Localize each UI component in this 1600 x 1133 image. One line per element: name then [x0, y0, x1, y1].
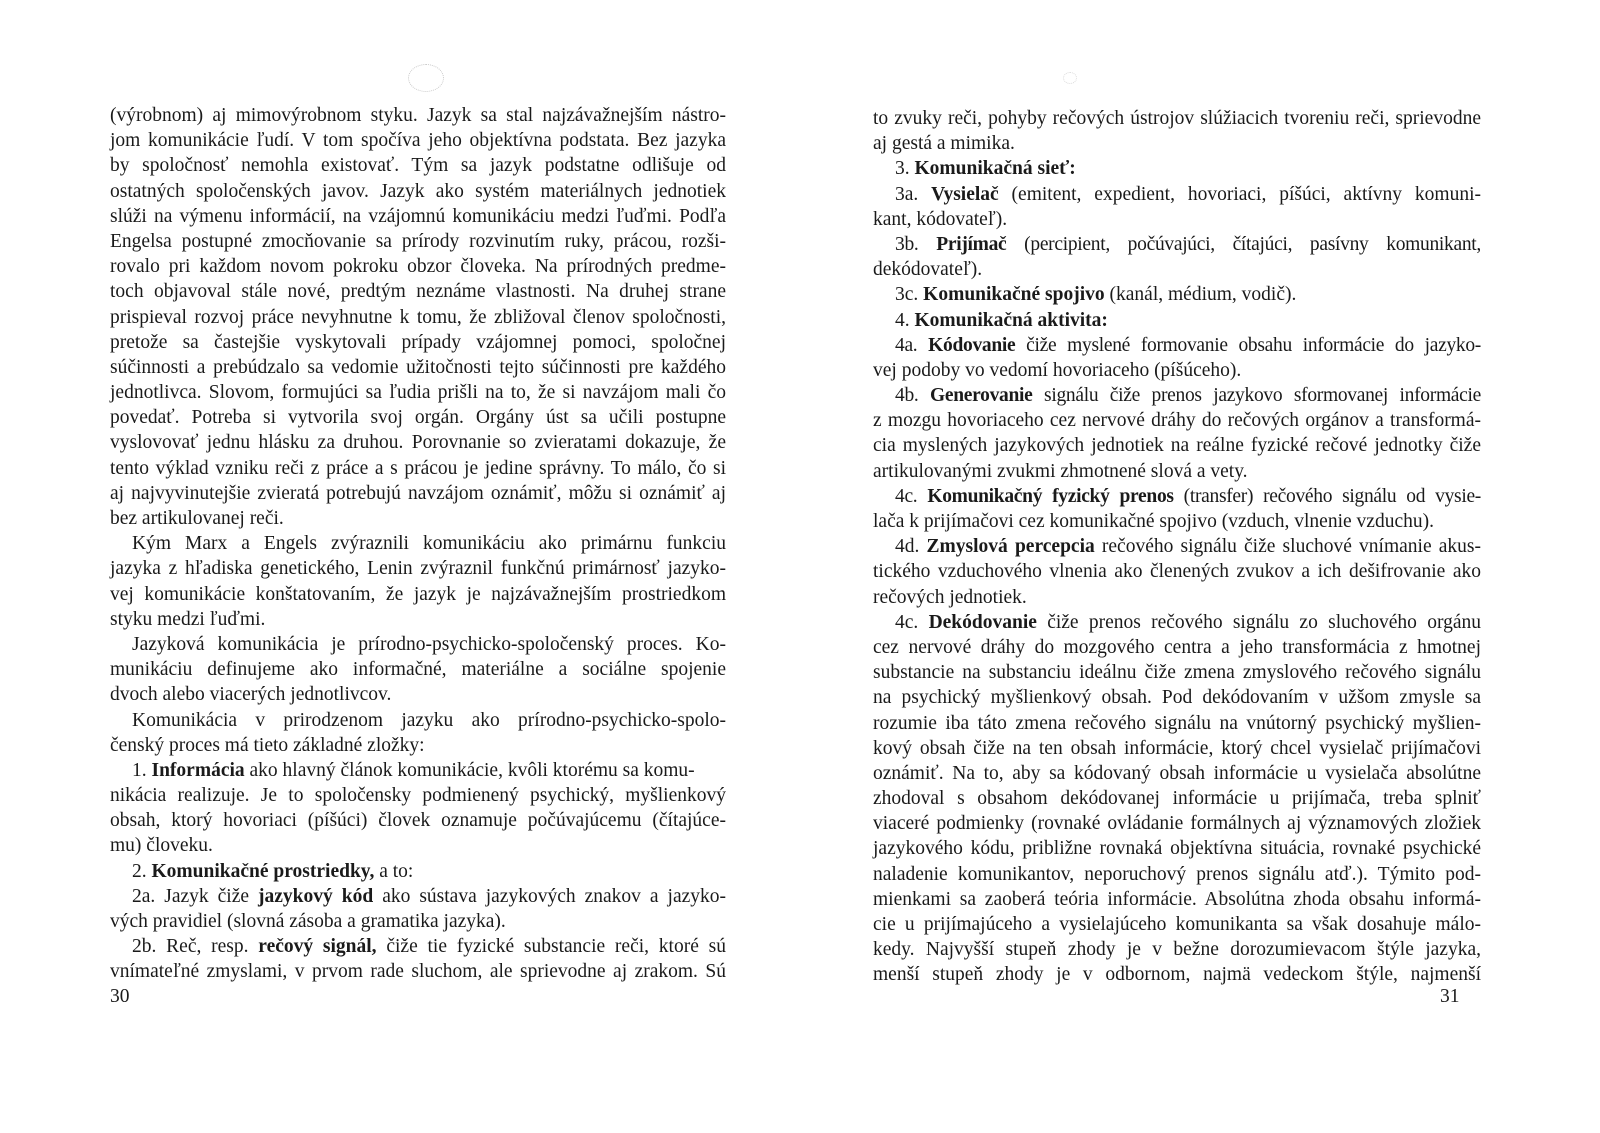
text-line: z mozgu hovoriaceho cez nervové dráhy do rečových orgánov a transformá- [873, 410, 1481, 432]
text-line: prispieval rozvoj práce nevyhnutne k tomu, že zbližoval členov spoločnosti, [110, 306, 726, 328]
text-line: aj najvyvinutejšie zvieratá potrebujú navzájom oznámiť, môžu si oznámiť aj [110, 482, 726, 504]
text-line: bez artikulovanej reči. [110, 508, 284, 529]
text-span: (kanál, médium, vodič). [1104, 284, 1297, 306]
text-span: ako sústava jazykových znakov a jazyko- [373, 885, 726, 907]
text-span: 4b. [895, 385, 931, 407]
text-span: čiže prenos rečového signálu zo sluchového orgánu [1036, 611, 1481, 633]
text-line: styku medzi ľuďmi. [110, 608, 266, 630]
text-line: tento výklad vzniku reči z práce a s prácou je jedine správny. To málo, čo si [110, 457, 726, 479]
text-span: 3c. [895, 284, 924, 306]
text-span: 3a. [895, 183, 932, 205]
bold-term: Dekódovanie [928, 611, 1037, 633]
bold-term: Komunikačné spojivo [923, 284, 1105, 306]
text-span: 2. [132, 860, 152, 882]
text-line: Jazyková komunikácia je prírodno-psychicko-spoločenský proces. Ko- [132, 633, 726, 655]
text-line [873, 484, 1481, 509]
text-span: 4c. [895, 611, 929, 633]
text-line [873, 534, 1481, 559]
text-line: aj gestá a mimika. [873, 133, 1015, 155]
text-line [873, 282, 1481, 307]
text-line: viaceré podmienky (rovnaké ovládanie formálnych aj významových zložiek [873, 813, 1481, 835]
text-span: (transfer) rečového signálu od vysie- [1173, 485, 1481, 507]
text-line: povedať. Potreba si vytvorila svoj orgán. Orgány úst sa učili postupne [110, 407, 726, 429]
text-line: jom komunikácie ľudí. V tom spočíva jeho objektívna podstata. Bez jazyka [110, 130, 726, 152]
text-line [873, 383, 1481, 408]
text-span: čiže tie fyzické substancie reči, ktoré sú [376, 936, 726, 958]
bold-term: rečový signál, [258, 936, 377, 958]
page-number-left: 30 [110, 986, 130, 1007]
text-line: nikácia realizuje. Je to spoločensky podmienený psychický, myšlienkový [110, 785, 726, 807]
text-line: obsah, ktorý hovoriaci (píšúci) človek oznamuje počúvajúcemu (čítajúce- [110, 810, 726, 832]
bold-term: Komunikačný fyzický prenos [927, 485, 1174, 507]
text-line: vej komunikácie konštatovaním, že jazyk je najzávažnejším prostriedkom [110, 583, 726, 605]
text-line: artikulovanými zvukmi zhmotnené slová a vety. [873, 460, 1248, 482]
text-line [873, 232, 1481, 257]
text-line: na psychický myšlienkový obsah. Pod dekódovaním v užšom zmysle sa [873, 687, 1481, 709]
text-line: (výrobnom) aj mimovýrobnom styku. Jazyk sa stal najzávažnejším nástro- [110, 105, 726, 126]
bold-term: Prijímač [936, 233, 1007, 255]
text-line: dekódovateľ). [873, 259, 983, 281]
text-line: vých pravidiel (slovná zásoba a gramatika jazyka). [110, 911, 506, 932]
text-span: 4. [895, 309, 915, 331]
text-line: zhodoval s obsahom dekódovanej informácie u prijímača, treba splniť [873, 788, 1481, 810]
bold-term: Informácia [151, 759, 245, 781]
text-line: Komunikácia v prirodzenom jazyku ako prírodno-psychicko-spolo- [132, 709, 726, 731]
page-smudge-mark [408, 64, 444, 92]
page-smudge-mark [1063, 72, 1077, 84]
text-span: (emitent, expedient, hovoriaci, píšúci, aktívny komuni- [998, 183, 1481, 205]
text-line: vyslovovať jednu hlásku za druhou. Porovnanie so zvieratami dokazuje, že [110, 432, 726, 454]
left-page-text [110, 103, 726, 985]
text-line: Engelsa postupné zmocňovanie sa prírody rozvinutím ruky, prácou, rozši- [110, 230, 726, 252]
text-line [110, 884, 726, 909]
text-line: jednotlivca. Slovom, formujúci sa ľudia prišli na to, že si navzájom mali čo [110, 382, 726, 404]
text-line: kedy. Najvyšší stupeň zhody je v bežne dorozumievacom štýle jazyka, [873, 939, 1481, 961]
bold-term: Komunikačná sieť: [914, 158, 1076, 180]
text-line [873, 156, 1481, 181]
text-span: 1. [132, 759, 152, 781]
text-span: 3. [895, 158, 915, 180]
text-line: vnímateľné zmyslami, v prvom rade sluchom, ale sprievodne aj zrakom. Sú [110, 961, 726, 983]
text-span: 2a. Jazyk čiže [132, 885, 259, 907]
text-line [110, 859, 726, 884]
right-page-text [873, 106, 1481, 988]
text-line: kový obsah čiže na ten obsah informácie, ktorý chcel vysielač prijímačovi [873, 737, 1481, 759]
text-line: rovalo pri každom novom pokroku obzor človeka. Na prírodných predme- [110, 256, 726, 278]
text-line [873, 308, 1481, 333]
text-line: jazykového kódu, približne rovnaká objektívna situácia, rovnaké psychické [873, 838, 1481, 860]
text-line: menší stupeň zhody je v odbornom, najmä vedeckom štýle, najmenší [873, 964, 1481, 986]
text-line [873, 333, 1481, 358]
text-span: a to: [374, 860, 414, 882]
text-line: kant, kódovateľ). [873, 208, 1008, 230]
text-line: vej podoby vo vedomí hovoriaceho (píšúceho). [873, 359, 1242, 381]
text-line [110, 758, 726, 783]
bold-term: Kódovanie [928, 334, 1016, 356]
text-line [873, 610, 1481, 635]
text-line: slúži na výmenu informácií, na vzájomnú komunikáciu medzi ľuďmi. Podľa [110, 205, 726, 227]
text-line: cia myslených jazykových jednotiek na reálne fyzické rečové jednotky čiže [873, 435, 1481, 457]
text-span: 2b. Reč, resp. [132, 936, 259, 958]
page-number-right: 31 [1440, 986, 1460, 1007]
right-page [800, 0, 1600, 1133]
bold-term: Zmyslová percepcia [926, 536, 1095, 558]
text-line: súčinnosti a prebúdzalo sa vedomie užitočnosti tejto súčinnosti pre každého [110, 356, 726, 378]
text-line [110, 934, 726, 959]
text-line: mienkami sa zaoberá teória informácie. Absolútna zhoda obsahu informá- [873, 888, 1481, 910]
text-line: lača k prijímačovi cez komunikačné spojivo (vzduch, vlnenie vzduchu). [873, 511, 1434, 532]
text-line: munikáciu definujeme ako informačné, materiálne a sociálne spojenie [110, 659, 726, 681]
text-line: rozumie iba táto zmena rečového signálu na vnútorný psychický myšlien- [873, 712, 1481, 734]
bold-term: jazykový kód [258, 885, 374, 907]
text-span: (percipient, počúvajúci, čítajúci, pasívny komunikant, [1006, 233, 1481, 255]
text-line: naladenie komunikantov, neporuchový prenos signálu atď.). Týmito pod- [873, 863, 1481, 885]
text-span: ako hlavný článok komunikácie, kvôli ktorému sa komu- [244, 759, 695, 781]
text-line: rečových jednotiek. [873, 586, 1027, 608]
text-line: substancie na substanciu ideálnu čiže zmena zmyslového rečového signálu [873, 662, 1481, 684]
text-span: signálu čiže prenos jazykovo sformovanej informácie [1032, 385, 1481, 407]
text-line: cie u prijímajúceho a vysielajúceho komunikanta sa však dosahuje málo- [873, 914, 1481, 935]
text-line: Kým Marx a Engels zvýraznili komunikáciu ako primárnu funkciu [132, 533, 726, 555]
text-span: 4a. [895, 334, 929, 356]
text-span: 3b. [895, 233, 937, 255]
text-line: tického vzduchového vlnenia ako členených zvukov a ich dešifrovanie ako [873, 561, 1481, 583]
text-line: by spoločnosť nemohla existovať. Tým sa jazyk podstatne odlišuje od [110, 155, 726, 177]
bold-term: Vysielač [931, 183, 999, 205]
text-line: mu) človeku. [110, 835, 213, 857]
text-line [873, 182, 1481, 207]
text-line: oznámiť. Na to, aby sa kódovaný obsah informácie u vysielača absolútne [873, 762, 1481, 784]
text-line: toch objavoval stále nové, predtým neznáme vlastnosti. Na druhej strane [110, 281, 726, 303]
text-line: cez nervové dráhy do mozgového centra a jeho transformácia z hmotnej [873, 636, 1481, 658]
text-span: čiže myslené formovanie obsahu informácie do jazyko- [1015, 334, 1481, 356]
bold-term: Generovanie [930, 385, 1033, 407]
text-span: rečového signálu čiže sluchové vnímanie akus- [1094, 536, 1481, 558]
text-line: jazyka z hľadiska genetického, Lenin zvýraznil funkčnú primárnosť jazyko- [110, 558, 726, 580]
text-line: pretože sa častejšie vyskytovali prípady vzájomnej pomoci, spoločnej [110, 331, 726, 353]
text-line: ostatných spoločenských javov. Jazyk ako systém materiálnych jednotiek [110, 180, 726, 202]
text-span: 4d. [895, 536, 927, 558]
bold-term: Komunikačné prostriedky, [151, 860, 375, 882]
text-span: 4c. [895, 485, 928, 507]
text-line: to zvuky reči, pohyby rečových ústrojov slúžiacich tvoreniu reči, sprievodne [873, 108, 1481, 129]
text-line: čenský proces má tieto základné zložky: [110, 734, 425, 756]
bold-term: Komunikačná aktivita: [914, 309, 1108, 331]
text-line: dvoch alebo viacerých jednotlivcov. [110, 684, 392, 706]
